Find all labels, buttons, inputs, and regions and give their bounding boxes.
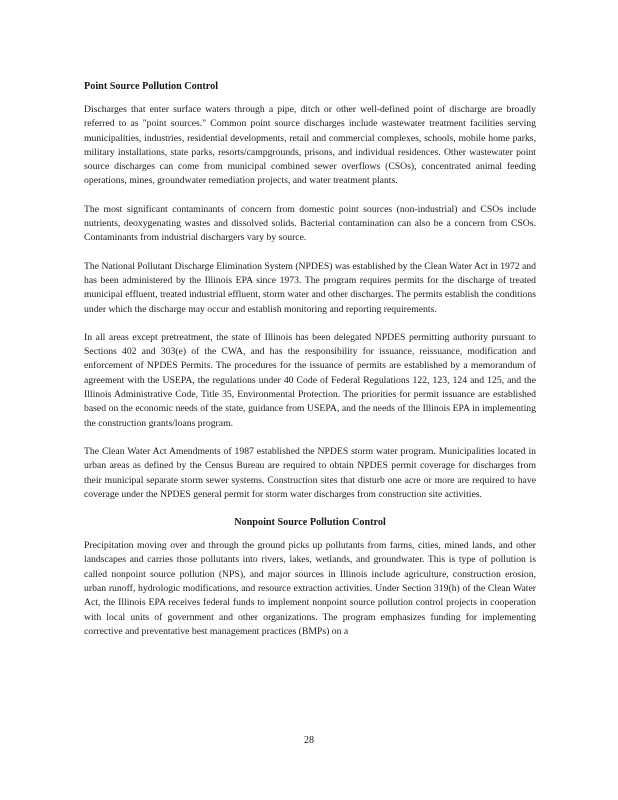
paragraph: Precipitation moving over and through the ground picks up pollutants from farms, cities, mined lands, and other landscapes and carries those pollutants into rivers, lakes, wetlands, and groundwater. This is type of pollution is called nonpoint source pollution (NPS), and major sources in Illinois include agriculture, construction erosion, urban runoff, hydrologic modifications, and resource extraction activities. Under Section 319(h) of the Clean Water Act, the Illinois EPA receives federal funds to implement nonpoint source pollution control projects in cooperation with local units of government and other organizations. The program emphasizes funding for implementing corrective and preventative best management practices (BMPs) on a [84,540,536,637]
paragraph: The Clean Water Act Amendments of 1987 established the NPDES storm water program. Municipalities located in urban areas as defined by the Census Bureau are required to obtain NPDES permit coverage for discharges from their municipal separate storm sewer systems. Construction sites that disturb one acre or more are required to have coverage under the NPDES general permit for storm water discharges from construction site activities. [84,445,536,500]
page-content [84,80,536,653]
paragraph: Discharges that enter surface waters through a pipe, ditch or other well-defined point of discharge are broadly referred to as "point sources." Common point source discharges include wastewater treatment facilities serving municipalities, industries, residential developments, retail and commercial complexes, schools, mobile home parks, military installations, state parks, resorts/campgrounds, prisons, and individual residences. Other wastewater point source discharges can come from municipal combined sewer overflows (CSOs), concentrated animal feeding operations, mines, groundwater remediation projects, and water treatment plants. [84,104,536,187]
section-heading-nonpoint-source: Nonpoint Source Pollution Control [234,517,386,529]
section-heading-point-source: Point Source Pollution Control [84,81,219,92]
page-number: 28 [304,735,314,746]
paragraph: The National Pollutant Discharge Elimination System (NPDES) was established by the Clean Water Act in 1972 and has been administered by the Illinois EPA since 1973. The program requires permits for the discharge of treated municipal effluent, treated industrial effluent, storm water and other discharges. The permits establish the conditions under which the discharge may occur and establish monitoring and reporting requirements. [84,260,536,315]
paragraph: In all areas except pretreatment, the state of Illinois has been delegated NPDES permitting authority pursuant to Sections 402 and 303(e) of the CWA, and has the responsibility for issuance, reissuance, modification and enforcement of NPDES Permits. The procedures for the issuance of permits are established by a memorandum of agreement with the USEPA, the regulations under 40 Code of Federal Regulations 122, 123, 124 and 125, and the Illinois Administrative Code, Title 35, Environmental Protection. The priorities for permit issuance are established based on the economic needs of the state, guidance from USEPA, and the needs of the Illinois EPA in implementing the construction grants/loans program. [84,331,536,429]
paragraph: The most significant contaminants of concern from domestic point sources (non-industrial) and CSOs include nutrients, deoxygenating wastes and dissolved solids. Bacterial contamination can also be a concern from CSOs. Contaminants from industrial dischargers vary by source. [84,203,536,244]
